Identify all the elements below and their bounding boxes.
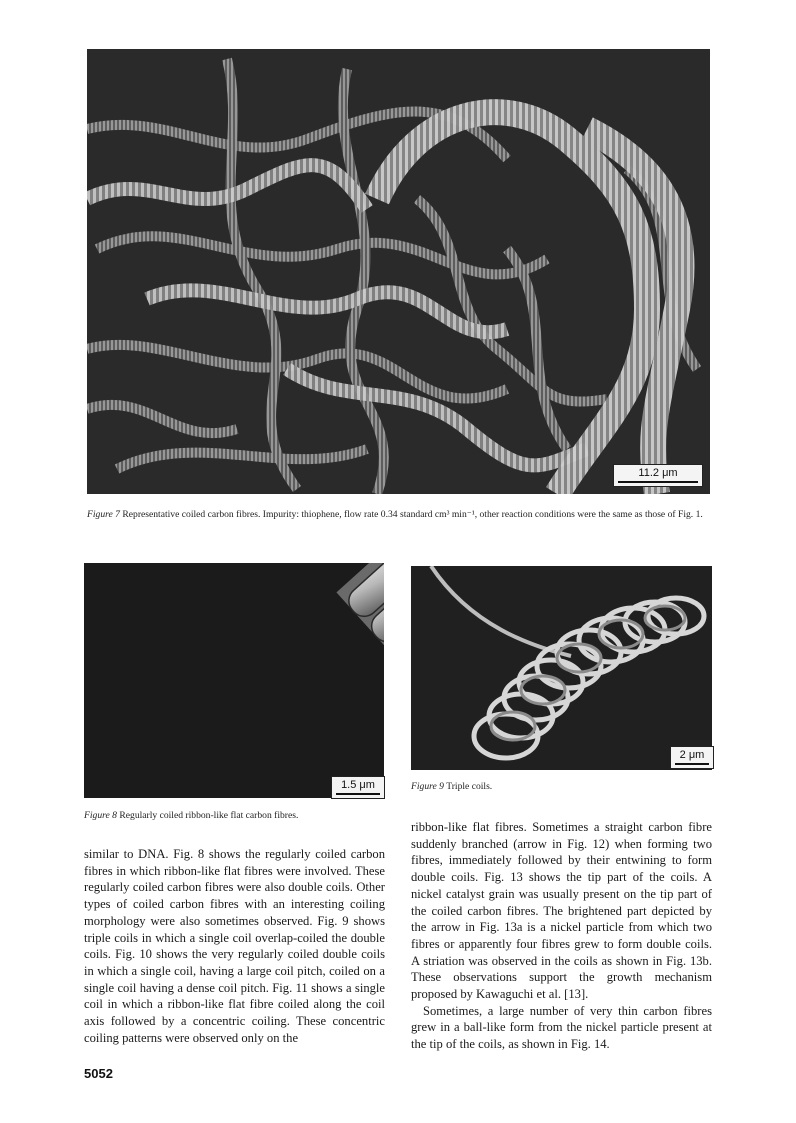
figure-7-caption-text: Representative coiled carbon fibres. Impurity: thiophene, flow rate 0.34 standard cm³ min⁻¹, other reaction conditions were the same as those of Fig. 1. — [122, 509, 703, 520]
right-text-column — [411, 819, 712, 1053]
figure-8-image — [84, 563, 384, 798]
figure-7-scale-line — [618, 481, 698, 483]
figure-9-micrograph — [411, 566, 712, 770]
figure-9-scale-bar — [670, 746, 714, 769]
figure-9-scale-label: 2 μm — [679, 749, 705, 761]
figure-9-label: Figure 9 — [411, 781, 444, 792]
figure-7-image — [87, 49, 710, 494]
left-paragraph: similar to DNA. Fig. 8 shows the regularly coiled carbon fibres in which ribbon-like flat fibres were involved. These regularly coiled carbon fibres were also double coils. Other types of coiled carbon fibres with an interesting coiling morphology were also sometimes observed. Fig. 9 shows triple coils in which a single coil overlap-coiled the double coils. Fig. 10 shows the very regularly coiled double coils in which a single coil, having a large coil pitch, coiled on a single coil having a dense coil pitch. Fig. 11 shows a single coil in which a ribbon-like flat fibre coiled along the coil axis followed by a concentric coiling. These concentric coiling patterns were observed only on the — [84, 847, 385, 1045]
figure-7-scale-bar — [613, 464, 703, 487]
figure-7-label: Figure 7 — [87, 509, 120, 520]
figure-8-scale-bar — [331, 776, 385, 799]
right-paragraph-2: Sometimes, a large number of very thin carbon fibres grew in a ball-like form from the nickel particle present at the tip of the coils, as shown in Fig. 14. — [411, 1003, 712, 1052]
left-text-column — [84, 846, 385, 1046]
figure-8-caption-text: Regularly coiled ribbon-like flat carbon fibres. — [119, 810, 299, 821]
figure-7-caption — [87, 508, 710, 521]
figure-8-scale-label: 1.5 μm — [341, 779, 375, 791]
figure-9-image — [411, 566, 712, 770]
right-paragraph-1: ribbon-like flat fibres. Sometimes a straight carbon fibre suddenly branched (arrow in Fig. 12) when forming two fibres, immediately followed by their entwining to form double coils. Fig. 13 shows the tip part of the coils. A nickel catalyst grain was usually present on the tip part of the coiled carbon fibres. The brightened part depicted by the arrow in Fig. 13a is a nickel particle from which two fibres or apparently four fibres grew to form double coils. A striation was observed in the coils as shown in Fig. 13b. These observations support the growth mechanism proposed by Kawaguchi et al. [13]. — [411, 820, 712, 1002]
figure-8-caption — [84, 809, 384, 822]
figure-7-scale-label: 11.2 μm — [638, 467, 678, 479]
figure-9-caption — [411, 780, 712, 793]
page-number: 5052 — [84, 1066, 113, 1081]
figure-8-label: Figure 8 — [84, 810, 117, 821]
figure-8-micrograph — [84, 563, 384, 798]
figure-9-caption-text: Triple coils. — [446, 781, 493, 792]
figure-9-scale-line — [675, 763, 709, 765]
figure-7-micrograph — [87, 49, 710, 494]
figure-8-scale-line — [336, 793, 380, 795]
